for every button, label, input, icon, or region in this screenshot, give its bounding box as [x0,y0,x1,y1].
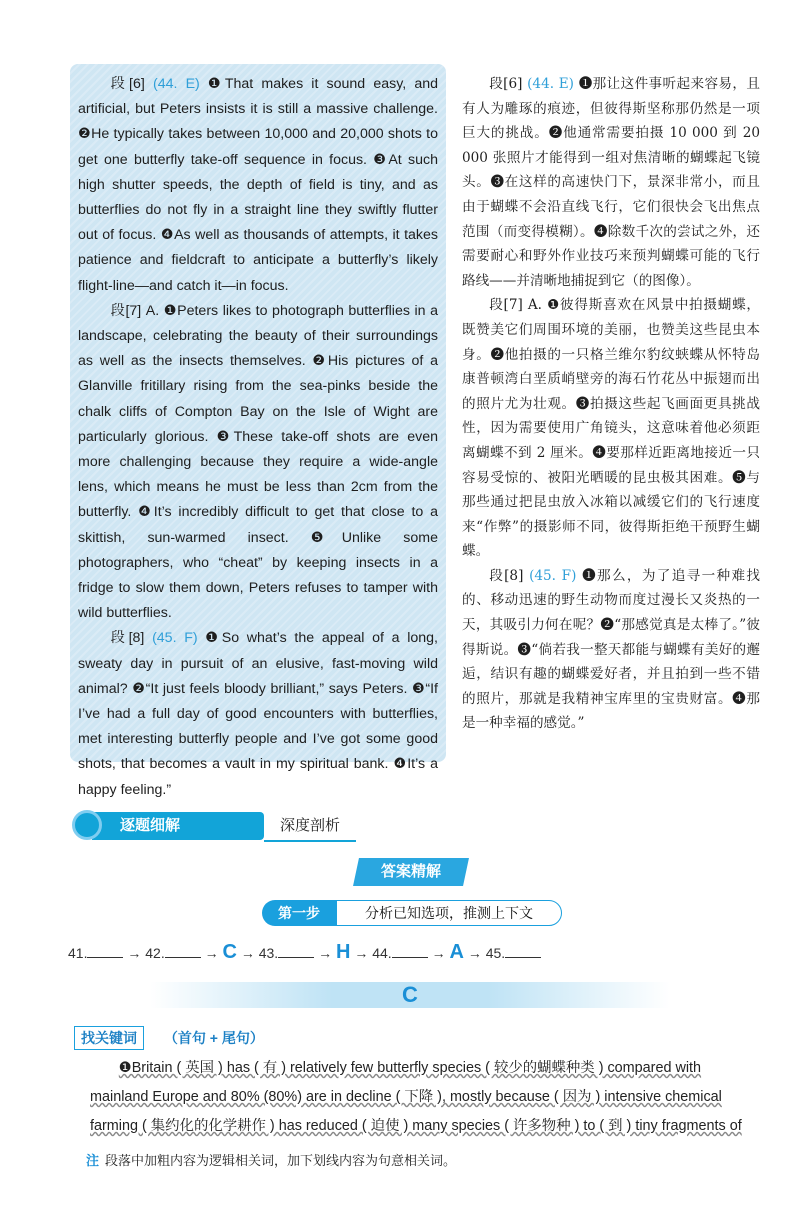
para-head: 段[7] A. [110,302,160,319]
blank [87,943,123,958]
para-text: ❶那让这件事听起来容易，且有人为雕琢的痕迹，但彼得斯坚称那仍然是一项巨大的挑战。❷他通常需要拍摄 10 000 到 20 000 张照片才能得到一组对焦清晰的蝴蝶起飞镜头。❸在这样的高速快门下，景深非常小，而且由于蝴蝶不会沿直线飞行，它们很快会飞出焦点范围（而变得模糊）。❹除数千次的尝试之外，还需要耐心和野外作业技巧来预判蝴蝶可能的飞行路线——并清晰地捕捉到它（的图像）。 [462,76,760,289]
arrow: → [318,945,333,961]
en-paragraph-6 [78,72,438,299]
q42: → 42. [127,945,165,961]
para-head: 段[8] [489,567,524,584]
step-one [262,900,562,926]
q41: 41. [68,945,88,961]
zh-paragraph-7 [462,293,760,564]
section-subtitle: 深度剖析 [264,812,356,842]
arrow: → [204,945,219,961]
answer-ref: (44. E) [152,76,200,92]
zh-paragraph-8 [462,564,760,736]
blank [505,943,541,958]
analysis-text [90,1054,758,1141]
step-text: 分析已知选项，推测上下文 [336,900,562,926]
note-text: 段落中加粗内容为逻辑相关词，加下划线内容为句意相关词。 [105,1154,457,1169]
note-mark: 注 [86,1154,100,1169]
q43: → 43. [240,945,279,961]
footnote [86,1150,746,1169]
zh-paragraph-6 [462,72,760,293]
keywords-sub: （首句 + 尾句） [163,1030,264,1046]
blank [392,943,428,958]
answer-h: H [335,941,351,963]
answer-chain [68,940,588,965]
english-passage [78,72,438,803]
q44: → 44. [354,945,392,961]
keywords-label [74,1026,264,1050]
en-paragraph-7 [78,299,438,627]
answer-title: 答案精解 [353,858,469,886]
section-title: 逐题细解 [92,812,264,840]
blank [165,943,201,958]
para-text: ❶So what’s the appeal of a long, sweaty day in pursuit of an elusive, fast-moving wild animal? ❷“It just feels bloody brilliant,” says Peters. ❸“If I’ve had a full day of good encounters with butterflies, met interesting butterfly people and I’ve got some good shots, that becomes a vault in my spiritual bank. ❹It’s a happy feeling.” [78,630,438,798]
search-icon [72,810,102,840]
para-head: 段[7] A. [489,297,542,314]
para-text: ❶That makes it sound easy, and artificial, but Peters insists it is still a massive challenge. ❷He typically takes between 10,000 and 20,000 shots to get one butterfly take-off sequence in focus. ❸At such high shutter speeds, the depth of field is tiny, and as butterflies do not fly in a straight line they swiftly flutter out of focus. ❹As well as thousands of attempts, it takes patience and fieldcraft to anticipate a butterfly’s likely flight-line—and catch it—in focus. [78,76,439,294]
answer-a: A [449,941,464,963]
para-text: ❶Peters likes to photograph butterflies in a landscape, celebrating the beauty of their surroundings as well as the insects themselves. ❷His pictures of a Glanville fritillary rising from the sea-pinks beside the chalk cliffs of Compton Bay on the Isle of Wight are particularly glorious. ❸These take-off shots are even more challenging because they require a wide-angle lens, which means he must be less than 2cm from the butterfly. ❹It’s incredibly difficult to get that close to a skittish, sun-warmed insect. ❺Unlike some photographers, who “cheat” by keeping insects in a fridge to slow them down, Peters refuses to tamper with wild butterflies. [78,302,438,622]
para-text: ❶彼得斯喜欢在风景中拍摄蝴蝶，既赞美它们周围环境的美丽，也赞美这些昆虫本身。❷他拍摄的一只格兰维尔豹纹蛱蝶从怀特岛康普顿湾白垩质峭壁旁的海石竹花丛中振翅而出的照片尤为壮观。❸拍摄这些起飞画面更具挑战性，因为需要使用广角镜头，这意味着他必须距离蝴蝶不到 2 厘米。❹要那样近距离地接近一只容易受惊的、被阳光晒暖的昆虫极其困难。❺与那些通过把昆虫放入冰箱以减缓它们的飞行速度来“作弊”的摄影师不同，彼得斯拒绝干预野生蝴蝶。 [462,297,761,560]
blank [278,943,314,958]
answer-c: C [222,941,237,963]
para-head: 段[6] [110,76,145,92]
arrow: → [431,945,446,961]
para-head: 段[6] [489,76,523,92]
analysis-sentence: ❶Britain ( 英国 ) has ( 有 ) relatively few butterfly species ( 较少的蝴蝶种类 ) compared with mainland Europe and 80% (80%) are in decline ( 下降 ), mostly because ( 因为 ) intensive chemical farming ( 集约化的化学耕作 ) has reduced ( 迫使 ) many species ( 许多物种 ) to ( 到 ) tiny fragments of [90,1060,742,1134]
answer-ref: (45. F) [529,567,577,584]
q45: → 45. [467,945,506,961]
step-label: 第一步 [262,900,336,926]
en-paragraph-8 [78,626,438,802]
para-head: 段[8] [110,630,145,647]
keywords-tag: 找关键词 [74,1026,144,1050]
answer-ref: (44. E) [527,76,574,92]
chinese-translation [462,72,760,736]
answer-ref: (45. F) [152,630,198,647]
option-c-banner: C [150,982,670,1008]
para-text: ❶那么，为了追寻一种难找的、移动迅速的野生动物而度过漫长又炎热的一天，其吸引力何在呢？❷“那感觉真是太棒了。”彼得斯说。❸“倘若我一整天都能与蝴蝶有美好的邂逅，结识有趣的蝴蝶爱好者，并且拍到一些不错的照片，那就是我精神宝库里的宝贵财富。❹那是一种幸福的感觉。” [462,567,760,732]
